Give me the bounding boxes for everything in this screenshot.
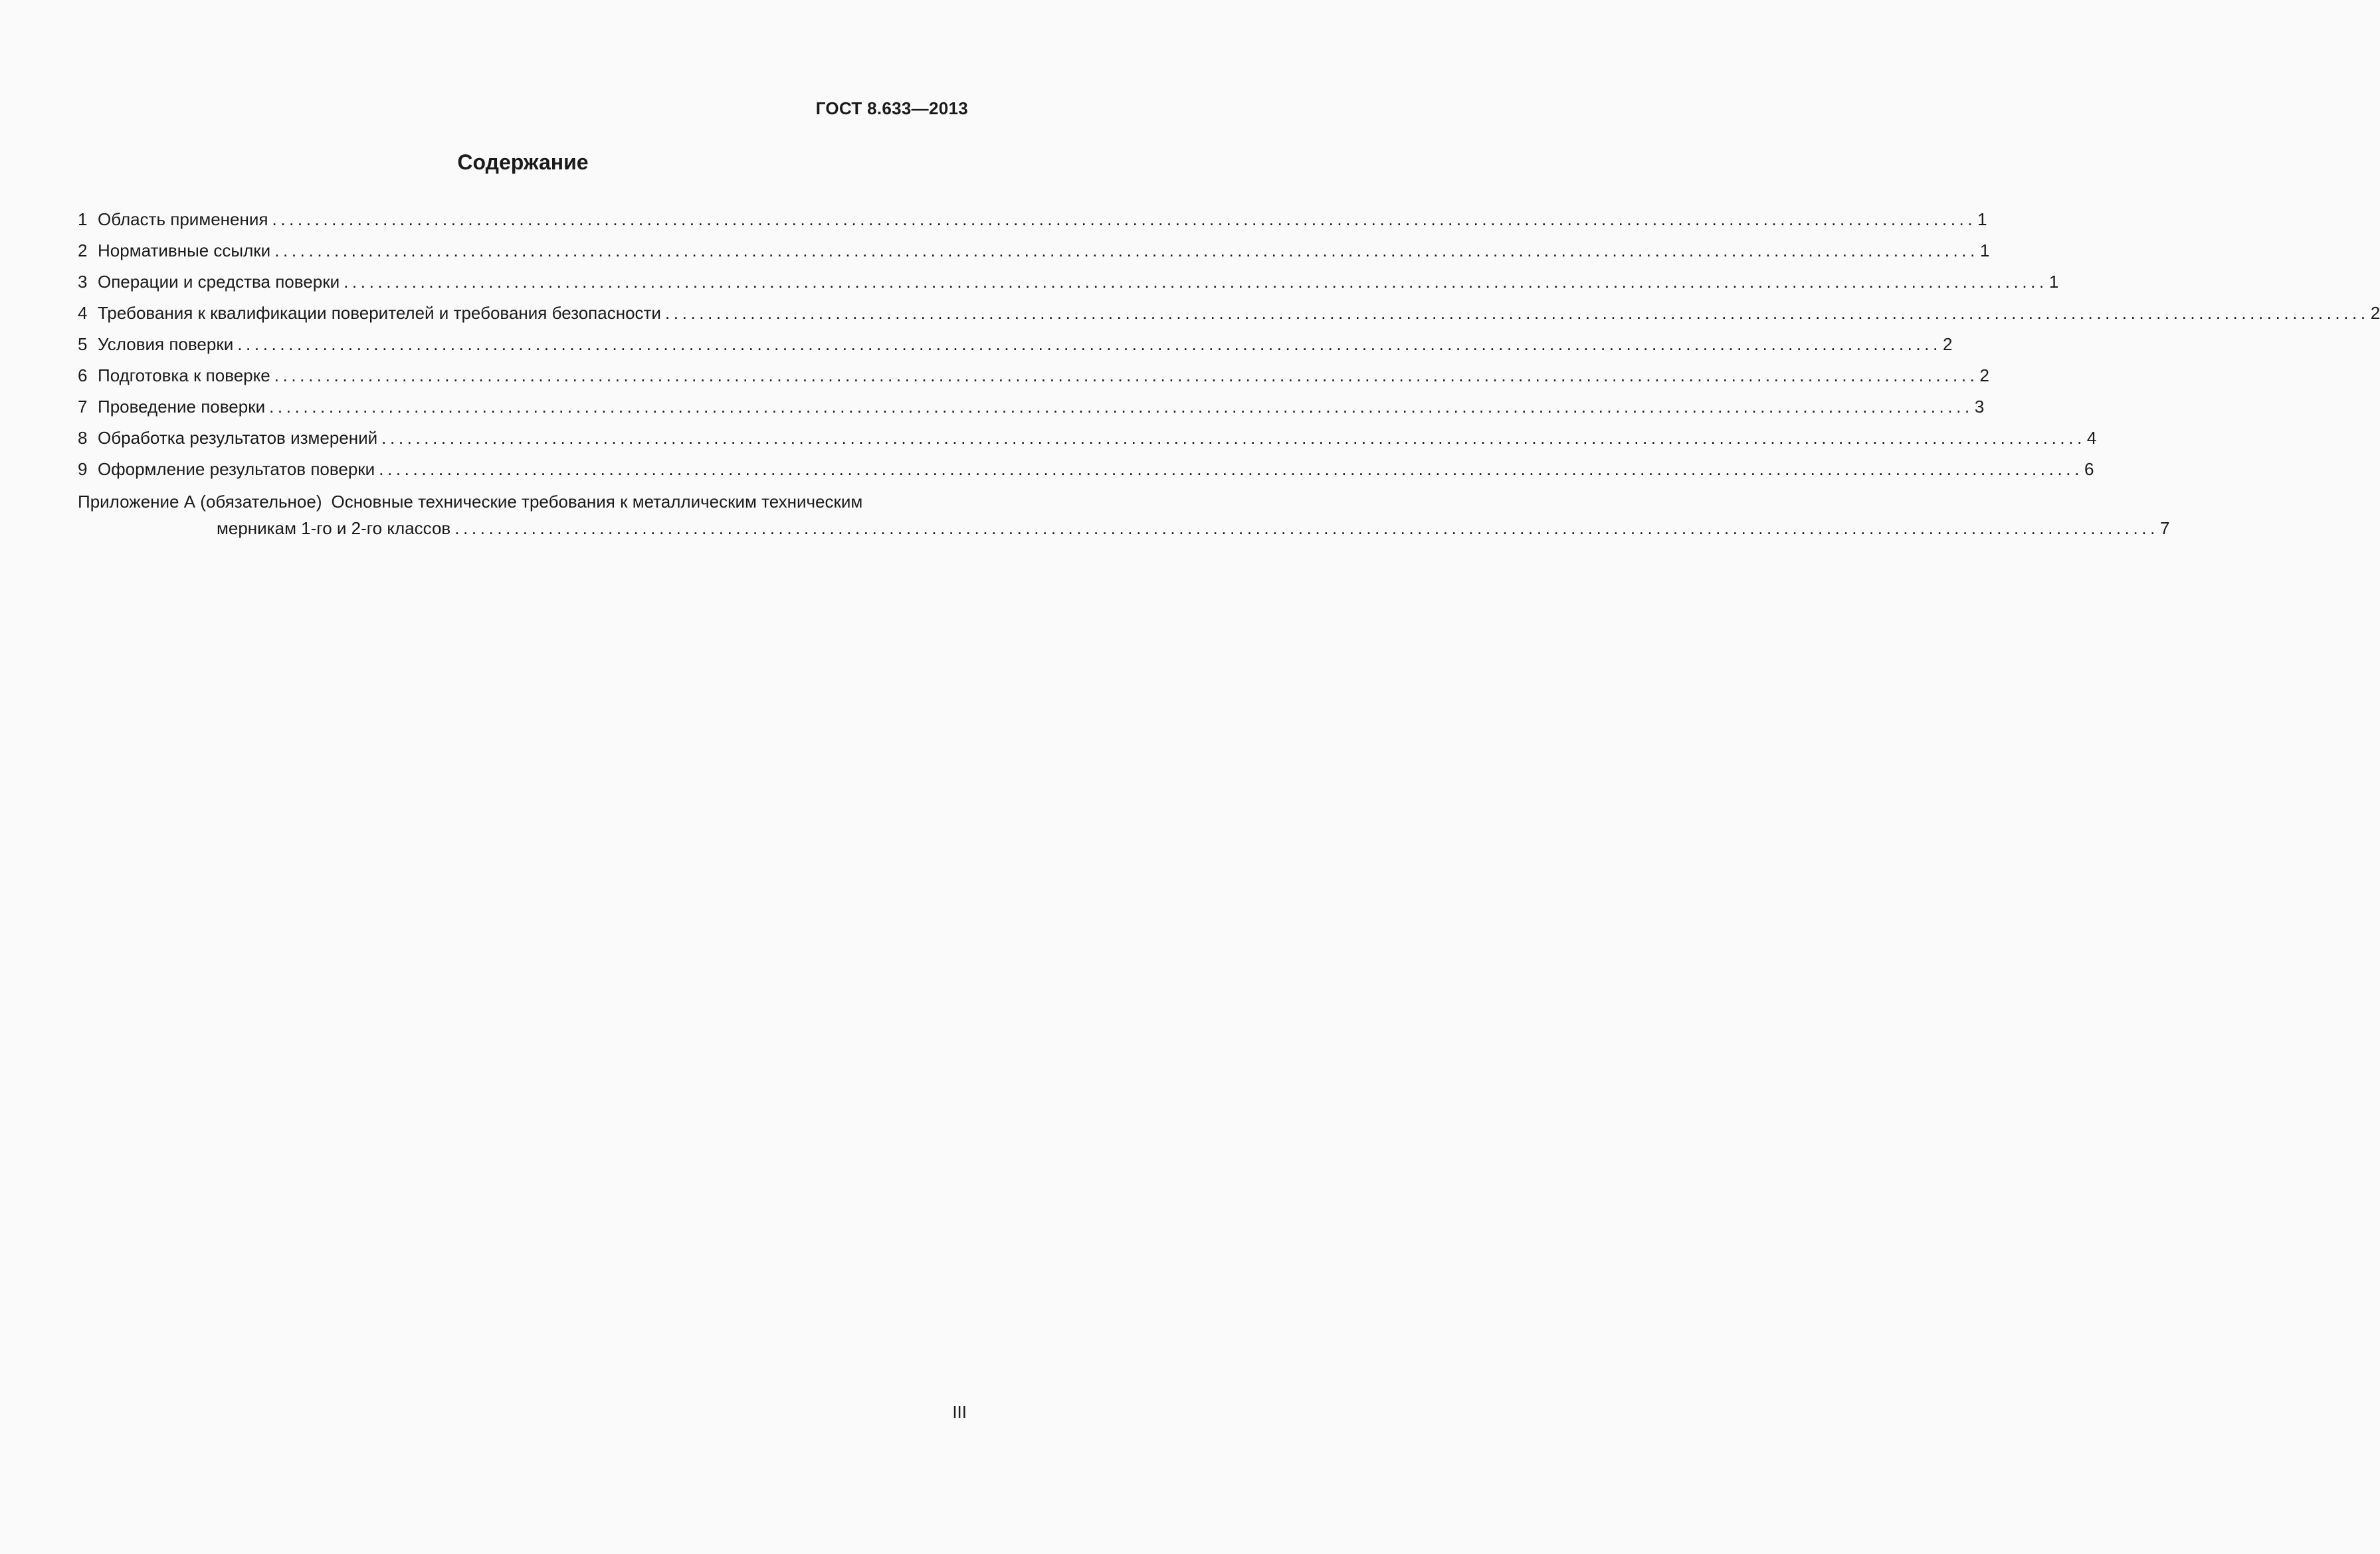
toc-title: Содержание bbox=[457, 150, 589, 174]
table-of-contents bbox=[78, 207, 2380, 540]
toc-leader-dots: ........................................................................................................................................................................................................ bbox=[274, 365, 1979, 385]
toc-entry-label: Обработка результатов измерений bbox=[98, 428, 378, 448]
toc-entry-page: 7 bbox=[2159, 518, 2170, 538]
toc-leader-dots: ........................................................................................................................................................................................................ bbox=[237, 334, 1941, 354]
toc-leader-dots: ........................................................................................................................................................................................................ bbox=[269, 397, 1973, 417]
appendix-title-line2: мерникам 1-го и 2-го классов bbox=[217, 518, 451, 538]
toc-entry-6[interactable] bbox=[78, 363, 1989, 395]
toc-entry-page: 4 bbox=[2086, 428, 2097, 448]
toc-entry-number: 6 bbox=[78, 365, 88, 385]
toc-leader-dots: ........................................................................................................................................................................................................ bbox=[274, 241, 1979, 260]
toc-entry-label: Оформление результатов поверки bbox=[98, 459, 375, 479]
toc-entry-number: 9 bbox=[78, 459, 88, 479]
toc-entry-label: Операции и средства поверки bbox=[98, 272, 340, 292]
toc-leader-dots: ........................................................................................................................................................................................................ bbox=[454, 518, 2159, 538]
toc-entry-label: Условия поверки bbox=[98, 334, 234, 354]
toc-entry-5[interactable] bbox=[78, 332, 1953, 363]
toc-leader-dots: ........................................................................................................................................................................................................ bbox=[272, 209, 1977, 229]
toc-entry-3[interactable] bbox=[78, 270, 2059, 301]
toc-entry-number: 8 bbox=[78, 428, 88, 448]
toc-entry-label: Требования к квалификации поверителей и требования безопасности bbox=[98, 303, 661, 323]
appendix-prefix: Приложение А (обязательное) bbox=[78, 492, 322, 512]
toc-entry-page: 2 bbox=[1942, 334, 1953, 354]
toc-entry-7[interactable] bbox=[78, 395, 1985, 426]
toc-entry-number: 4 bbox=[78, 303, 88, 323]
toc-leader-dots: ........................................................................................................................................................................................................ bbox=[664, 303, 2369, 323]
toc-entry-page: 2 bbox=[2370, 303, 2380, 323]
toc-entry-page: 1 bbox=[1977, 209, 1987, 229]
toc-entry-8[interactable] bbox=[78, 426, 2097, 457]
toc-entry-label: Проведение поверки bbox=[98, 397, 266, 417]
toc-entry-number: 2 bbox=[78, 241, 88, 260]
toc-appendix-entry[interactable] bbox=[78, 490, 2170, 540]
toc-entry-number: 3 bbox=[78, 272, 88, 292]
toc-entry-label: Нормативные ссылки bbox=[98, 241, 271, 260]
toc-entry-1[interactable] bbox=[78, 207, 1987, 239]
toc-entry-4[interactable] bbox=[78, 301, 2380, 332]
toc-entry-number: 7 bbox=[78, 397, 88, 417]
toc-entry-number: 1 bbox=[78, 209, 88, 229]
toc-leader-dots: ........................................................................................................................................................................................................ bbox=[381, 428, 2086, 448]
toc-entry-number: 5 bbox=[78, 334, 88, 354]
toc-entry-page: 1 bbox=[2048, 272, 2059, 292]
toc-entry-page: 2 bbox=[1979, 365, 1989, 385]
toc-entry-2[interactable] bbox=[78, 239, 1990, 270]
toc-entry-label: Подготовка к поверке bbox=[98, 365, 270, 385]
document-code: ГОСТ 8.633—2013 bbox=[815, 98, 968, 118]
toc-entry-9[interactable] bbox=[78, 457, 2094, 488]
toc-entry-page: 1 bbox=[1979, 241, 1990, 260]
toc-entry-page: 3 bbox=[1974, 397, 1985, 417]
toc-leader-dots: ........................................................................................................................................................................................................ bbox=[379, 459, 2083, 479]
page-number: III bbox=[952, 1402, 967, 1422]
toc-entry-label: Область применения bbox=[98, 209, 268, 229]
toc-leader-dots: ........................................................................................................................................................................................................ bbox=[344, 272, 2048, 292]
toc-entry-page: 6 bbox=[2084, 459, 2094, 479]
appendix-title-line1: Основные технические требования к металлическим техническим bbox=[331, 492, 863, 512]
